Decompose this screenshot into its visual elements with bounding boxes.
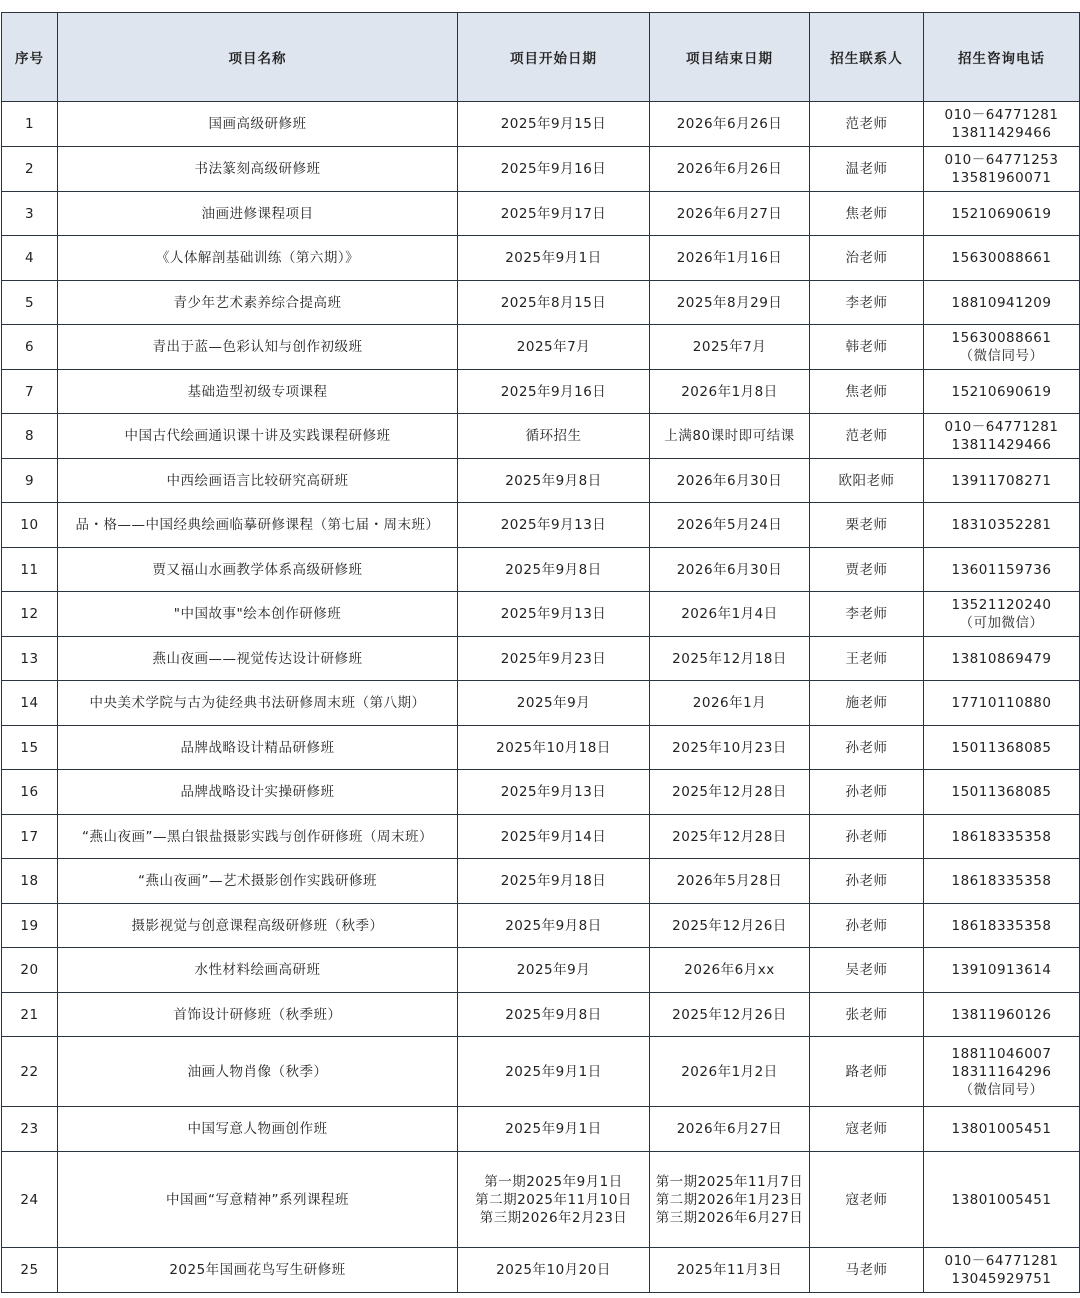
end-date bbox=[650, 770, 810, 815]
phone-number bbox=[924, 548, 1080, 592]
end-date-line: 2026年1月2日 bbox=[681, 1063, 778, 1080]
contact-person: 韩老师 bbox=[810, 325, 924, 370]
contact-person: 治老师 bbox=[810, 236, 924, 281]
project-name: 《人体解剖基础训练（第六期）》 bbox=[58, 236, 458, 281]
start-date-line: 2025年9月13日 bbox=[500, 784, 607, 800]
start-date bbox=[458, 637, 650, 681]
project-name: 品牌战略设计精品研修班 bbox=[58, 726, 458, 770]
end-date bbox=[650, 859, 810, 904]
end-date-line: 2025年12月28日 bbox=[672, 828, 787, 845]
start-date-line: 2025年7月 bbox=[516, 339, 591, 355]
start-date bbox=[458, 815, 650, 859]
row-number: 16 bbox=[2, 770, 58, 815]
end-date bbox=[650, 548, 810, 592]
phone-number-line: 15011368085 bbox=[951, 784, 1052, 800]
start-date-line: 2025年9月14日 bbox=[500, 828, 607, 845]
table-row bbox=[2, 993, 1080, 1037]
contact-person: 吴老师 bbox=[810, 948, 924, 993]
phone-number-line: 13810869479 bbox=[951, 650, 1052, 667]
project-name: “燕山夜画”—艺术摄影创作实践研修班 bbox=[58, 859, 458, 904]
contact-person: 王老师 bbox=[810, 637, 924, 681]
phone-number-line: 13811960126 bbox=[951, 1006, 1052, 1023]
row-number: 12 bbox=[2, 592, 58, 637]
contact-person: 孙老师 bbox=[810, 770, 924, 815]
contact-person: 栗老师 bbox=[810, 503, 924, 548]
end-date-line: 2026年5月24日 bbox=[676, 517, 783, 533]
phone-number bbox=[924, 592, 1080, 637]
table-row bbox=[2, 147, 1080, 192]
project-name: 中央美术学院与古为徒经典书法研修周末班（第八期） bbox=[58, 681, 458, 726]
table-row bbox=[2, 503, 1080, 548]
end-date bbox=[650, 1152, 810, 1248]
table-row bbox=[2, 770, 1080, 815]
end-date-line: 2026年6月27日 bbox=[676, 1121, 783, 1137]
start-date bbox=[458, 859, 650, 904]
table-row bbox=[2, 904, 1080, 948]
row-number: 6 bbox=[2, 325, 58, 370]
contact-person: 焦老师 bbox=[810, 192, 924, 236]
start-date bbox=[458, 592, 650, 637]
row-number: 15 bbox=[2, 726, 58, 770]
table-row bbox=[2, 192, 1080, 236]
phone-number bbox=[924, 637, 1080, 681]
end-date bbox=[650, 904, 810, 948]
start-date-line: 2025年9月8日 bbox=[505, 1006, 602, 1023]
contact-person: 焦老师 bbox=[810, 370, 924, 414]
end-date-line: 上满80课时即可结课 bbox=[664, 428, 795, 444]
end-date bbox=[650, 726, 810, 770]
start-date-line: 2025年9月13日 bbox=[500, 606, 607, 622]
row-number: 8 bbox=[2, 414, 58, 459]
start-date bbox=[458, 993, 650, 1037]
row-number: 10 bbox=[2, 503, 58, 548]
end-date bbox=[650, 102, 810, 147]
start-date bbox=[458, 904, 650, 948]
phone-number bbox=[924, 192, 1080, 236]
project-name: 2025年国画花鸟写生研修班 bbox=[58, 1248, 458, 1293]
phone-number bbox=[924, 236, 1080, 281]
end-date-line: 2026年6月27日 bbox=[676, 205, 783, 222]
start-date-line: 2025年9月17日 bbox=[500, 205, 607, 222]
start-date-line: 2025年10月20日 bbox=[496, 1262, 611, 1278]
project-name: 青少年艺术素养综合提高班 bbox=[58, 281, 458, 325]
start-date-line: 2025年10月18日 bbox=[496, 739, 611, 756]
start-date-line: 2025年9月8日 bbox=[505, 561, 602, 578]
phone-number-line: （微信同号） bbox=[959, 348, 1044, 364]
table-row bbox=[2, 370, 1080, 414]
start-date bbox=[458, 681, 650, 726]
end-date bbox=[650, 993, 810, 1037]
start-date-line: 2025年9月13日 bbox=[500, 517, 607, 533]
project-name: 品・格——中国经典绘画临摹研修课程（第七届・周末班） bbox=[58, 503, 458, 548]
start-date bbox=[458, 770, 650, 815]
end-date-line: 2025年12月18日 bbox=[672, 650, 787, 667]
phone-number-line: 010－64771281 bbox=[944, 419, 1059, 435]
contact-person: 寇老师 bbox=[810, 1152, 924, 1248]
phone-number-line: 13801005451 bbox=[951, 1121, 1052, 1137]
header-start-date: 项目开始日期 bbox=[458, 13, 650, 102]
end-date bbox=[650, 236, 810, 281]
phone-number bbox=[924, 370, 1080, 414]
end-date bbox=[650, 370, 810, 414]
project-name: 首饰设计研修班（秋季班） bbox=[58, 993, 458, 1037]
start-date-line: 第三期2026年2月23日 bbox=[479, 1209, 628, 1226]
end-date bbox=[650, 325, 810, 370]
project-name: 基础造型初级专项课程 bbox=[58, 370, 458, 414]
project-name: 燕山夜画——视觉传达设计研修班 bbox=[58, 637, 458, 681]
start-date bbox=[458, 1107, 650, 1152]
contact-person: 孙老师 bbox=[810, 815, 924, 859]
project-name: 水性材料绘画高研班 bbox=[58, 948, 458, 993]
table-row bbox=[2, 948, 1080, 993]
end-date bbox=[650, 1248, 810, 1293]
start-date bbox=[458, 726, 650, 770]
end-date-line: 第二期2026年1月23日 bbox=[655, 1191, 804, 1208]
project-name: “燕山夜画”—黑白银盐摄影实践与创作研修班（周末班） bbox=[58, 815, 458, 859]
end-date bbox=[650, 192, 810, 236]
end-date-line: 第三期2026年6月27日 bbox=[655, 1209, 804, 1226]
phone-number bbox=[924, 726, 1080, 770]
phone-number bbox=[924, 770, 1080, 815]
project-name: "中国故事"绘本创作研修班 bbox=[58, 592, 458, 637]
row-number: 21 bbox=[2, 993, 58, 1037]
row-number: 23 bbox=[2, 1107, 58, 1152]
end-date bbox=[650, 637, 810, 681]
end-date-line: 2026年1月4日 bbox=[681, 606, 778, 622]
header-name: 项目名称 bbox=[58, 13, 458, 102]
contact-person: 李老师 bbox=[810, 281, 924, 325]
phone-number bbox=[924, 1152, 1080, 1248]
end-date-line: 2026年1月 bbox=[692, 695, 767, 711]
start-date-line: 2025年9月16日 bbox=[500, 383, 607, 400]
start-date-line: 2025年9月8日 bbox=[505, 472, 602, 489]
phone-number-line: 13601159736 bbox=[951, 561, 1052, 578]
phone-number-line: 15011368085 bbox=[951, 739, 1052, 756]
table-row bbox=[2, 414, 1080, 459]
phone-number bbox=[924, 147, 1080, 192]
end-date bbox=[650, 281, 810, 325]
contact-person: 施老师 bbox=[810, 681, 924, 726]
end-date bbox=[650, 592, 810, 637]
table-row bbox=[2, 592, 1080, 637]
phone-number-line: 13811429466 bbox=[951, 125, 1052, 141]
phone-number-line: 13801005451 bbox=[951, 1191, 1052, 1208]
end-date bbox=[650, 459, 810, 503]
phone-number bbox=[924, 859, 1080, 904]
contact-person: 孙老师 bbox=[810, 726, 924, 770]
contact-person: 路老师 bbox=[810, 1037, 924, 1107]
phone-number-line: 18310352281 bbox=[951, 517, 1052, 533]
end-date bbox=[650, 1107, 810, 1152]
row-number: 22 bbox=[2, 1037, 58, 1107]
project-name: 中西绘画语言比较研究高研班 bbox=[58, 459, 458, 503]
phone-number-line: 17710110880 bbox=[951, 695, 1052, 711]
project-name: 油画人物肖像（秋季） bbox=[58, 1037, 458, 1107]
table-row bbox=[2, 681, 1080, 726]
phone-number-line: 13911708271 bbox=[951, 472, 1052, 489]
row-number: 7 bbox=[2, 370, 58, 414]
contact-person: 张老师 bbox=[810, 993, 924, 1037]
project-name: 中国古代绘画通识课十讲及实践课程研修班 bbox=[58, 414, 458, 459]
start-date-line: 第一期2025年9月1日 bbox=[484, 1173, 623, 1190]
table-row bbox=[2, 1152, 1080, 1248]
end-date-line: 2026年6月30日 bbox=[676, 561, 783, 578]
end-date bbox=[650, 503, 810, 548]
contact-person: 范老师 bbox=[810, 414, 924, 459]
start-date-line: 2025年9月23日 bbox=[500, 650, 607, 667]
start-date-line: 2025年9月18日 bbox=[500, 873, 607, 889]
project-name: 青出于蓝—色彩认知与创作初级班 bbox=[58, 325, 458, 370]
phone-number bbox=[924, 1248, 1080, 1293]
header-row bbox=[2, 13, 1080, 102]
phone-number-line: 18311164296 bbox=[951, 1063, 1052, 1080]
start-date bbox=[458, 503, 650, 548]
end-date-line: 2026年5月28日 bbox=[676, 873, 783, 889]
row-number: 9 bbox=[2, 459, 58, 503]
contact-person: 马老师 bbox=[810, 1248, 924, 1293]
project-name: 品牌战略设计实操研修班 bbox=[58, 770, 458, 815]
start-date-line: 2025年9月16日 bbox=[500, 161, 607, 177]
table-row bbox=[2, 1248, 1080, 1293]
phone-number bbox=[924, 102, 1080, 147]
start-date-line: 第二期2025年11月10日 bbox=[475, 1191, 632, 1208]
end-date-line: 2026年6月26日 bbox=[676, 161, 783, 177]
phone-number-line: 010－64771281 bbox=[944, 1253, 1059, 1269]
phone-number-line: 13045929751 bbox=[951, 1271, 1052, 1287]
contact-person: 孙老师 bbox=[810, 904, 924, 948]
contact-person: 贾老师 bbox=[810, 548, 924, 592]
table-row bbox=[2, 859, 1080, 904]
project-name: 中国写意人物画创作班 bbox=[58, 1107, 458, 1152]
phone-number bbox=[924, 681, 1080, 726]
table-row bbox=[2, 236, 1080, 281]
start-date bbox=[458, 414, 650, 459]
start-date bbox=[458, 325, 650, 370]
start-date bbox=[458, 370, 650, 414]
phone-number bbox=[924, 414, 1080, 459]
start-date bbox=[458, 281, 650, 325]
phone-number bbox=[924, 948, 1080, 993]
table-row bbox=[2, 726, 1080, 770]
phone-number-line: 18618335358 bbox=[951, 828, 1052, 845]
start-date-line: 2025年8月15日 bbox=[500, 294, 607, 311]
contact-person: 李老师 bbox=[810, 592, 924, 637]
header-phone: 招生咨询电话 bbox=[924, 13, 1080, 102]
phone-number bbox=[924, 281, 1080, 325]
row-number: 13 bbox=[2, 637, 58, 681]
phone-number-line: 18811046007 bbox=[951, 1045, 1052, 1062]
phone-number bbox=[924, 993, 1080, 1037]
row-number: 20 bbox=[2, 948, 58, 993]
phone-number-line: 010－64771253 bbox=[944, 152, 1059, 168]
phone-number bbox=[924, 1107, 1080, 1152]
end-date-line: 2025年12月26日 bbox=[672, 917, 787, 934]
project-name: 国画高级研修班 bbox=[58, 102, 458, 147]
phone-number bbox=[924, 459, 1080, 503]
end-date-line: 2025年12月28日 bbox=[672, 784, 787, 800]
header-end-date: 项目结束日期 bbox=[650, 13, 810, 102]
table-body bbox=[2, 102, 1080, 1293]
phone-number-line: 010－64771281 bbox=[944, 107, 1059, 123]
start-date bbox=[458, 1152, 650, 1248]
end-date-line: 2025年8月29日 bbox=[676, 294, 783, 311]
table-row bbox=[2, 325, 1080, 370]
project-name: 摄影视觉与创意课程高级研修班（秋季） bbox=[58, 904, 458, 948]
phone-number bbox=[924, 815, 1080, 859]
end-date bbox=[650, 681, 810, 726]
start-date bbox=[458, 147, 650, 192]
start-date-line: 2025年9月 bbox=[516, 962, 591, 978]
table-row bbox=[2, 102, 1080, 147]
row-number: 14 bbox=[2, 681, 58, 726]
phone-number-line: 15630088661 bbox=[951, 250, 1052, 266]
header-no: 序号 bbox=[2, 13, 58, 102]
end-date-line: 2026年6月30日 bbox=[676, 472, 783, 489]
phone-number-line: 13581960071 bbox=[951, 170, 1052, 186]
start-date bbox=[458, 192, 650, 236]
start-date-line: 2025年9月15日 bbox=[500, 116, 607, 132]
project-name: 油画进修课程项目 bbox=[58, 192, 458, 236]
table-row bbox=[2, 815, 1080, 859]
table-row bbox=[2, 637, 1080, 681]
row-number: 18 bbox=[2, 859, 58, 904]
phone-number-line: 13521120240 bbox=[951, 597, 1052, 613]
phone-number-line: 18618335358 bbox=[951, 917, 1052, 934]
project-name: 贾又福山水画教学体系高级研修班 bbox=[58, 548, 458, 592]
phone-number bbox=[924, 904, 1080, 948]
table-row bbox=[2, 281, 1080, 325]
start-date bbox=[458, 236, 650, 281]
end-date-line: 2026年6月26日 bbox=[676, 116, 783, 132]
start-date-line: 2025年9月1日 bbox=[505, 1121, 602, 1137]
phone-number-line: （可加微信） bbox=[959, 615, 1044, 631]
table-row bbox=[2, 459, 1080, 503]
phone-number-line: 15630088661 bbox=[951, 330, 1052, 346]
end-date bbox=[650, 1037, 810, 1107]
start-date bbox=[458, 102, 650, 147]
row-number: 24 bbox=[2, 1152, 58, 1248]
row-number: 4 bbox=[2, 236, 58, 281]
end-date bbox=[650, 414, 810, 459]
start-date-line: 2025年9月 bbox=[516, 695, 591, 711]
phone-number-line: 15210690619 bbox=[951, 205, 1052, 222]
phone-number bbox=[924, 1037, 1080, 1107]
phone-number-line: （微信同号） bbox=[959, 1081, 1044, 1098]
row-number: 25 bbox=[2, 1248, 58, 1293]
row-number: 3 bbox=[2, 192, 58, 236]
row-number: 11 bbox=[2, 548, 58, 592]
start-date-line: 2025年9月1日 bbox=[505, 1063, 602, 1080]
end-date-line: 2025年7月 bbox=[692, 339, 767, 355]
end-date bbox=[650, 147, 810, 192]
end-date-line: 2026年1月16日 bbox=[676, 250, 783, 266]
contact-person: 温老师 bbox=[810, 147, 924, 192]
start-date bbox=[458, 548, 650, 592]
phone-number bbox=[924, 503, 1080, 548]
end-date-line: 2025年12月26日 bbox=[672, 1006, 787, 1023]
course-table bbox=[1, 12, 1080, 1293]
table-row bbox=[2, 1107, 1080, 1152]
phone-number-line: 18618335358 bbox=[951, 873, 1052, 889]
start-date bbox=[458, 948, 650, 993]
project-name: 中国画“写意精神”系列课程班 bbox=[58, 1152, 458, 1248]
start-date bbox=[458, 459, 650, 503]
row-number: 1 bbox=[2, 102, 58, 147]
end-date-line: 2025年10月23日 bbox=[672, 739, 787, 756]
start-date-line: 2025年9月8日 bbox=[505, 917, 602, 934]
start-date bbox=[458, 1037, 650, 1107]
end-date-line: 2025年11月3日 bbox=[676, 1262, 783, 1278]
header-contact: 招生联系人 bbox=[810, 13, 924, 102]
phone-number-line: 13910913614 bbox=[951, 962, 1052, 978]
contact-person: 孙老师 bbox=[810, 859, 924, 904]
row-number: 2 bbox=[2, 147, 58, 192]
start-date bbox=[458, 1248, 650, 1293]
contact-person: 寇老师 bbox=[810, 1107, 924, 1152]
row-number: 5 bbox=[2, 281, 58, 325]
end-date-line: 2026年6月xx bbox=[684, 962, 775, 978]
phone-number-line: 18810941209 bbox=[951, 294, 1052, 311]
project-name: 书法篆刻高级研修班 bbox=[58, 147, 458, 192]
contact-person: 欧阳老师 bbox=[810, 459, 924, 503]
end-date-line: 2026年1月8日 bbox=[681, 383, 778, 400]
table-row bbox=[2, 1037, 1080, 1107]
row-number: 17 bbox=[2, 815, 58, 859]
end-date bbox=[650, 815, 810, 859]
end-date-line: 第一期2025年11月7日 bbox=[655, 1173, 804, 1190]
table-row bbox=[2, 548, 1080, 592]
phone-number-line: 15210690619 bbox=[951, 383, 1052, 400]
start-date-line: 循环招生 bbox=[525, 428, 582, 444]
start-date-line: 2025年9月1日 bbox=[505, 250, 602, 266]
phone-number-line: 13811429466 bbox=[951, 437, 1052, 453]
end-date bbox=[650, 948, 810, 993]
row-number: 19 bbox=[2, 904, 58, 948]
phone-number bbox=[924, 325, 1080, 370]
contact-person: 范老师 bbox=[810, 102, 924, 147]
